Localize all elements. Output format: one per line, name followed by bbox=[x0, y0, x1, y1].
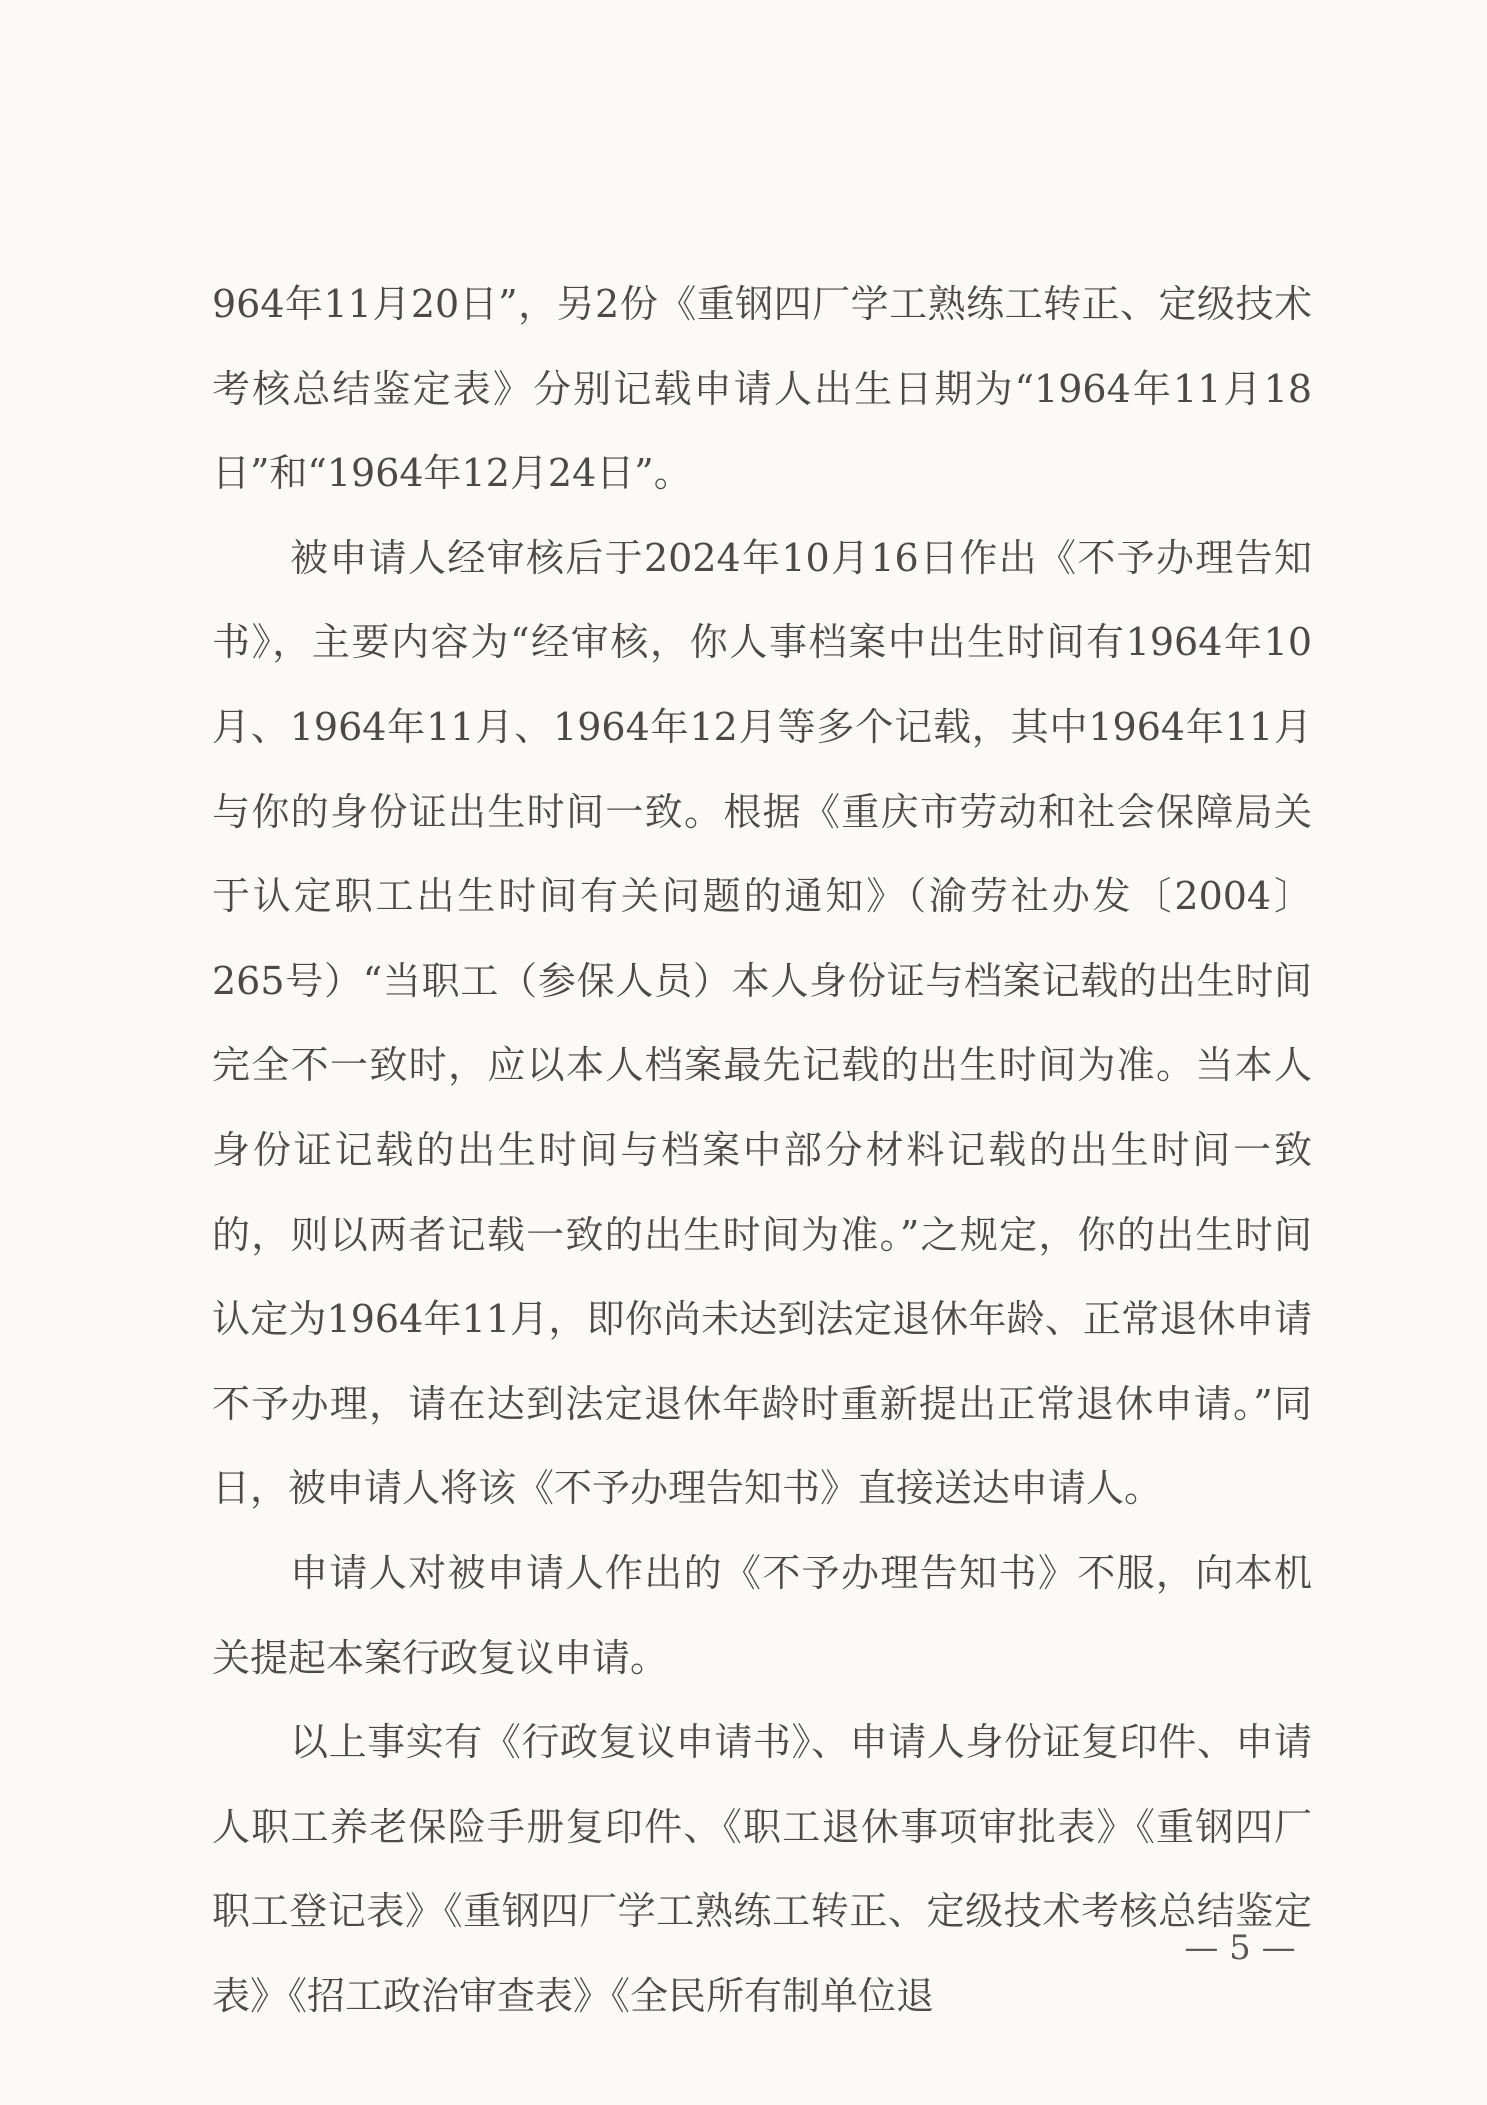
document-body bbox=[212, 262, 1312, 2038]
paragraph-continuation: 964年11月20日”，另2份《重钢四厂学工熟练工转正、定级技术考核总结鉴定表》分别记载申请人出生日期为“1964年11月18日”和“1964年12月24日”。 bbox=[212, 282, 1312, 496]
paragraph-evidence-list: 以上事实有《行政复议申请书》、申请人身份证复印件、申请人职工养老保险手册复印件、《职工退休事项审批表》《重钢四厂职工登记表》《重钢四厂学工熟练工转正、定级技术考核总结鉴定表》《招工政治审查表》《全民所有制单位退 bbox=[212, 1720, 1312, 2018]
paragraph-notice-decision: 被申请人经审核后于2024年10月16日作出《不予办理告知书》，主要内容为“经审核，你人事档案中出生时间有1964年10月、1964年11月、1964年12月等多个记载，其中1964年11月与你的身份证出生时间一致。根据《重庆市劳动和社会保障局关于认定职工出生时间有关问题的通知》（渝劳社办发〔2004〕265号）“当职工（参保人员）本人身份证与档案记载的出生时间完全不一致时，应以本人档案最先记载的出生时间为准。当本人身份证记载的出生时间与档案中部分材料记载的出生时间一致的，则以两者记载一致的出生时间为准。”之规定，你的出生时间认定为1964年11月，即你尚未达到法定退休年龄、正常退休申请不予办理，请在达到法定退休年龄时重新提出正常退休申请。”同日，被申请人将该《不予办理告知书》直接送达申请人。 bbox=[212, 535, 1312, 1511]
page-number: — 5 — bbox=[1184, 1928, 1296, 1968]
paragraph-review-application: 申请人对被申请人作出的《不予办理告知书》不服，向本机关提起本案行政复议申请。 bbox=[212, 1550, 1312, 1680]
